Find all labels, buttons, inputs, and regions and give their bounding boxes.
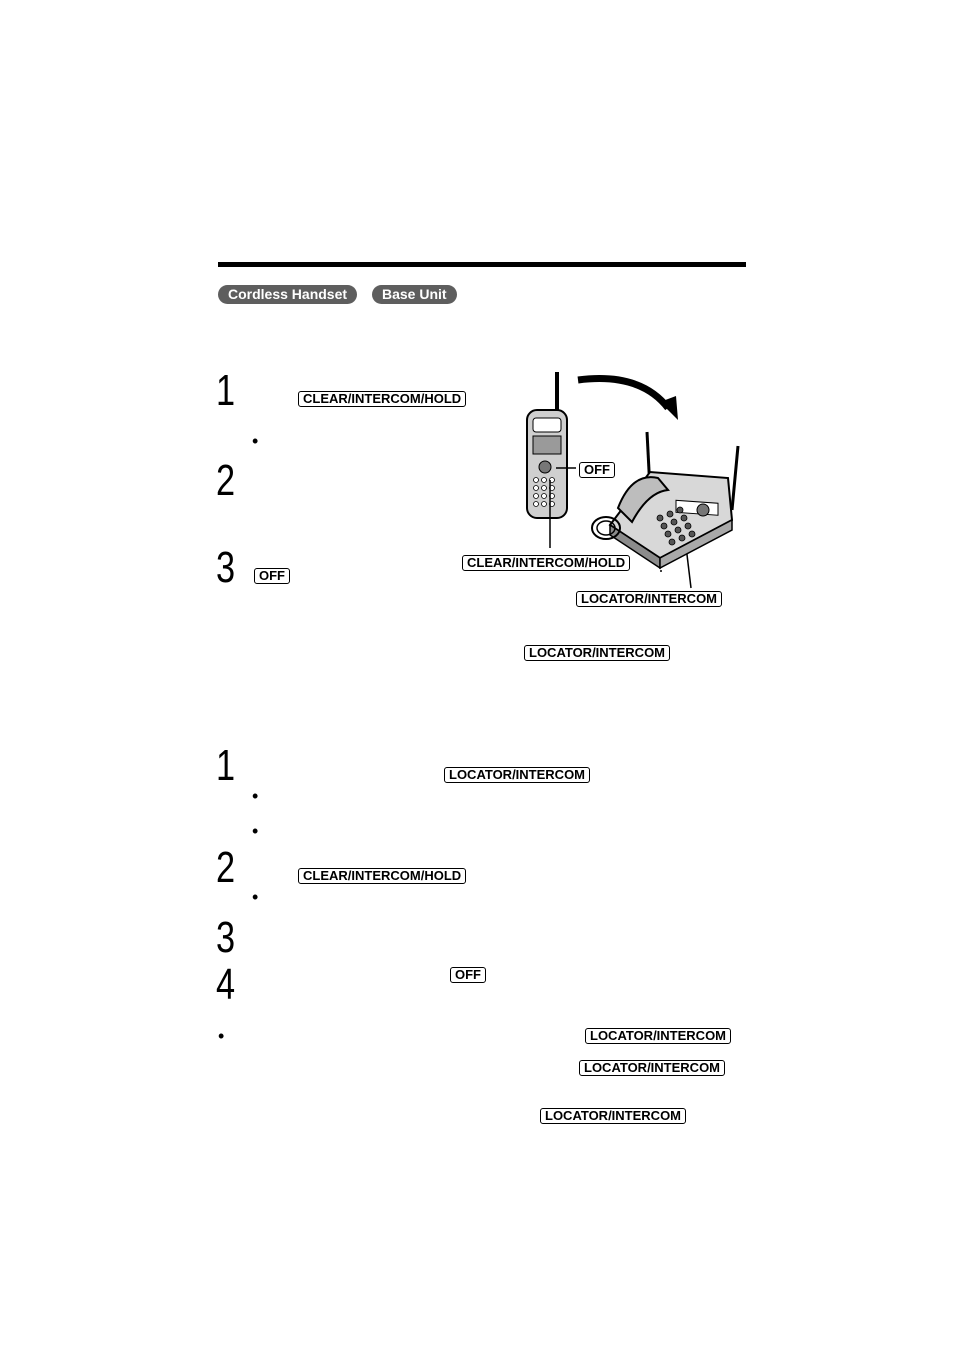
badge-cordless-handset: Cordless Handset xyxy=(218,285,357,304)
locator-intercom-key: LOCATOR/INTERCOM xyxy=(585,1028,731,1044)
bullet: • xyxy=(252,887,259,907)
step-number: 1 xyxy=(216,741,236,790)
off-key: OFF xyxy=(450,967,486,983)
bullet: • xyxy=(218,1026,225,1046)
clear-intercom-hold-key: CLEAR/INTERCOM/HOLD xyxy=(298,391,466,407)
title-rule xyxy=(218,262,746,267)
bullet: • xyxy=(252,431,259,451)
base-unit-icon xyxy=(592,432,738,568)
locator-intercom-key: LOCATOR/INTERCOM xyxy=(524,645,670,661)
figure-clear-intercom-hold-label: CLEAR/INTERCOM/HOLD xyxy=(462,555,630,571)
figure-off-label: OFF xyxy=(579,462,615,478)
step-number: 2 xyxy=(216,456,236,505)
bullet: • xyxy=(252,821,259,841)
locator-intercom-key: LOCATOR/INTERCOM xyxy=(444,767,590,783)
bullet: • xyxy=(252,786,259,806)
step-number: 1 xyxy=(216,366,236,415)
figure-locator-intercom-label: LOCATOR/INTERCOM xyxy=(576,591,722,607)
step-number: 3 xyxy=(216,543,236,592)
locator-intercom-key: LOCATOR/INTERCOM xyxy=(579,1060,725,1076)
step-number: 4 xyxy=(216,960,236,1009)
step-number: 3 xyxy=(216,913,236,962)
clear-intercom-hold-key: CLEAR/INTERCOM/HOLD xyxy=(298,868,466,884)
handset-icon xyxy=(527,372,567,518)
step-number: 2 xyxy=(216,843,236,892)
locator-intercom-key: LOCATOR/INTERCOM xyxy=(540,1108,686,1124)
badge-base-unit: Base Unit xyxy=(372,285,457,304)
arrow-icon xyxy=(578,379,668,408)
off-key: OFF xyxy=(254,568,290,584)
